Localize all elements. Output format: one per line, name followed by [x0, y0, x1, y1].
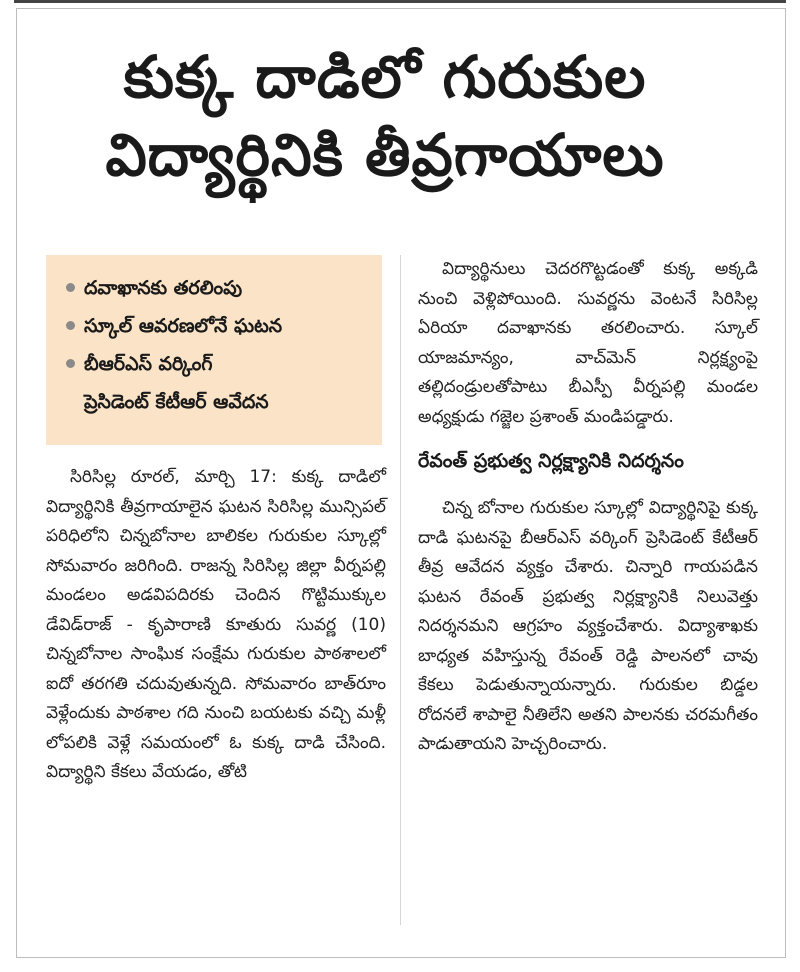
column-divider [400, 255, 401, 925]
headline-line-1: కుక్క దాడిలో గురుకుల [123, 43, 647, 111]
right-column [418, 255, 758, 760]
headline-line-2: విద్యార్థినికి తీవ్రగాయాలు [105, 121, 665, 189]
highlight-text: దవాఖానకు తరలింపు [84, 277, 243, 299]
bullet-icon [66, 321, 75, 330]
bullet-icon [66, 359, 75, 368]
subheading: రేవంత్ ప్రభుత్వ నిర్లక్ష్యానికి నిదర్శనం [418, 450, 684, 472]
highlight-item [64, 307, 372, 345]
top-rule [14, 0, 786, 3]
highlight-text: స్కూల్ ఆవరణలోనే ఘటన [84, 315, 283, 337]
highlight-item [64, 345, 372, 383]
highlight-item [64, 269, 372, 307]
body-paragraph: చిన్న బోనాల గురుకుల స్కూల్లో విద్యార్థినిపై కుక్క దాడి ఘటనపై బీఆర్ఎస్ వర్కింగ్ ప్రెసిడెంట్ కేటీఆర్ తీవ్ర ఆవేదన వ్యక్తం చేశారు. చిన్నారి గాయపడిన ఘటన రేవంత్ ప్రభుత్వ నిర్లక్ష్యానికి నిలువెత్తు నిదర్శనమని ఆగ్రహం వ్యక్తంచేశారు. విద్యాశాఖకు బాధ్యత వహిస్తున్న రేవంత్ రెడ్డి పాలనలో చావు కేకలు పెడుతున్నాయన్నారు. గురుకుల బిడ్డల రోదనలే శాపాలై నీతిలేని అతని పాలనకు చరమగీతం పాడుతాయని హెచ్చరించారు. [418, 498, 758, 754]
highlight-continuation: ప్రెసిడెంట్ కేటీఆర్ ఆవేదన [84, 391, 269, 413]
highlight-text: బీఆర్ఎస్ వర్కింగ్ [84, 353, 213, 375]
body-paragraph: సిరిసిల్ల రూరల్, మార్చి 17: కుక్క దాడిలో విద్యార్థినికి తీవ్రగాయాలైన ఘటన సిరిసిల్ల మున్సిపల్ పరిధిలోని చిన్నబోనాల బాలికల గురుకుల స్కూల్లో సోమవారం జరిగింది. రాజన్న సిరిసిల్ల జిల్లా వీర్నపల్లి మండలం అడవిపదిరకు చెందిన గొట్టిముక్కుల డేవిడ్‌రాజ్ - కృపారాణి కూతురు సువర్ణ (10) చిన్నబోనాల సాంఘిక సంక్షేమ గురుకుల పాఠశాలలో ఐదో తరగతి చదువుతున్నది. సోమవారం బాత్‌రూం వెళ్లేందుకు పాఠశాల గది నుంచి బయటకు వచ్చి మళ్లీ లోపలికి వెళ్లే సమయంలో ఓ కుక్క దాడి చేసింది. విద్యార్థిని కేకలు వేయడం, తోటి [46, 467, 386, 782]
left-column [46, 463, 386, 788]
body-paragraph: విద్యార్థినులు చెదరగొట్టడంతో కుక్క అక్కడి నుంచి వెళ్లిపోయింది. సువర్ణను వెంటనే సిరిసిల్ల ఏరియా దవాఖానకు తరలించారు. స్కూల్ యాజమాన్యం, వాచ్‌మెన్ నిర్లక్ష్యంపై తల్లిదండ్రులతోపాటు బీఎస్పీ వీర్నపల్లి మండల అధ్యక్షుడు గజ్జెల ప్రశాంత్ మండిపడ్డారు. [418, 259, 758, 427]
bullet-icon [66, 283, 75, 292]
highlights-box [46, 255, 382, 445]
headline [20, 38, 750, 194]
